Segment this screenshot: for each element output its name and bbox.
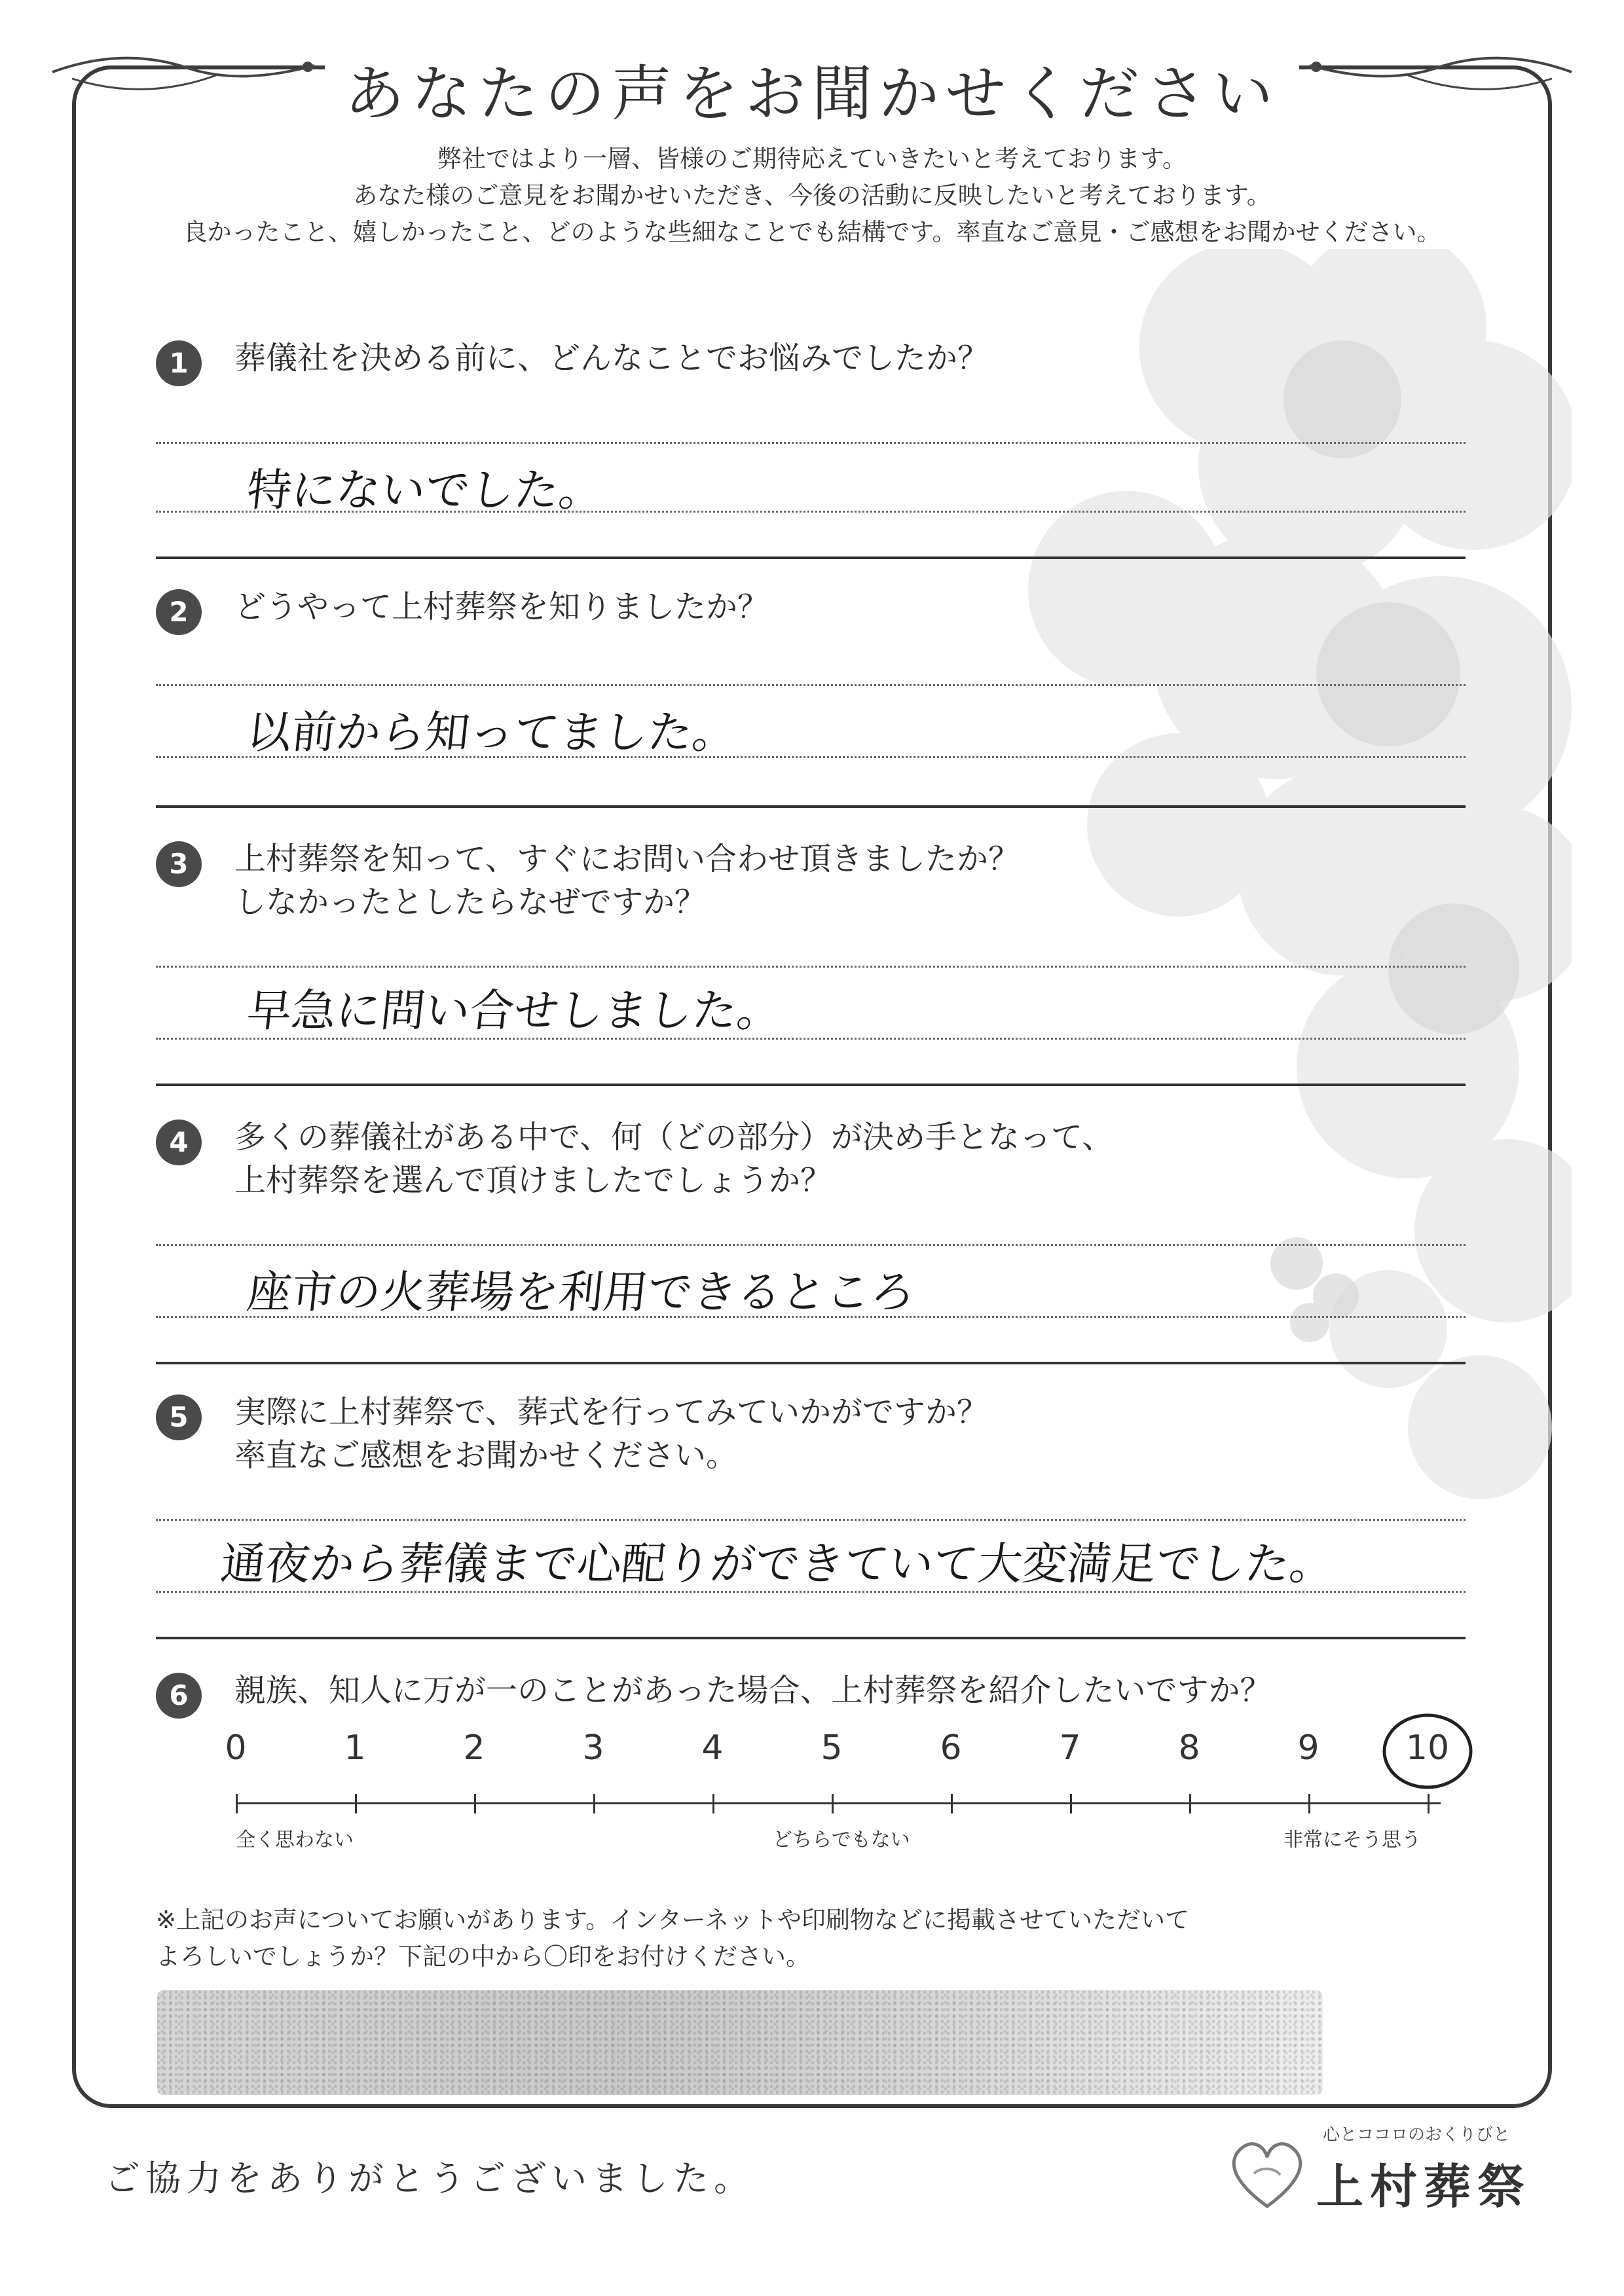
rating-tick — [1189, 1794, 1191, 1813]
question-line: 親族、知人に万が一のことがあった場合、上村葬祭を紹介したいですか？ — [234, 1672, 1272, 1709]
rating-option-6: 6 — [940, 1728, 962, 1768]
question-number-badge: 1 — [156, 340, 202, 386]
question-line: 率直なご感想をお聞かせください。 — [234, 1437, 738, 1474]
heart-logo-icon — [1225, 2134, 1310, 2213]
rating-tick — [355, 1794, 357, 1813]
rating-tick — [712, 1794, 714, 1813]
question-number-badge: 6 — [156, 1673, 202, 1719]
section-divider — [156, 556, 1466, 559]
selected-rating-circle — [1378, 1709, 1477, 1794]
question-number-badge: 4 — [156, 1120, 202, 1165]
question-text — [234, 585, 769, 629]
rating-tick — [951, 1794, 953, 1813]
rating-label-low: 全く思わない — [236, 1829, 354, 1851]
answer-dotted-line — [156, 1244, 1466, 1246]
answer-dotted-line — [156, 684, 1466, 686]
rating-option-9: 9 — [1297, 1728, 1320, 1768]
page-title-text: あなたの声をお聞かせください — [325, 59, 1299, 129]
section-divider — [156, 1084, 1466, 1086]
intro-line-2: あなた様のご意見をお聞かせいただき、今後の活動に反映したいと考えております。 — [353, 181, 1271, 210]
question-number-badge: 2 — [156, 589, 202, 635]
note-line-1: ※上記のお声についてお願いがあります。インターネットや印刷物などに掲載させていただいて — [156, 1906, 1189, 1934]
answer-dotted-line — [156, 1316, 1466, 1318]
question-text — [234, 837, 1020, 924]
page-title — [0, 46, 1624, 132]
rating-option-1: 1 — [344, 1728, 366, 1768]
rating-tick — [474, 1794, 476, 1813]
question-text — [234, 337, 989, 380]
question-line: しなかったとしたらなぜですか？ — [234, 884, 707, 920]
thanks-message: ご協力をありがとうございました。 — [105, 2158, 754, 2199]
question-number-badge: 3 — [156, 841, 202, 887]
intro-text — [0, 141, 1624, 251]
question-line: 上村葬祭を知って、すぐにお問い合わせ頂きましたか？ — [234, 841, 1020, 877]
section-divider — [156, 805, 1466, 808]
rating-tick — [1428, 1794, 1430, 1813]
answer-dotted-line — [156, 1591, 1466, 1593]
intro-line-3: 良かったこと、嬉しかったこと、どのような些細なことでも結構です。率直なご意見・ご感想をお聞かせください。 — [183, 218, 1441, 246]
question-line: 葬儀社を決める前に、どんなことでお悩みでしたか？ — [234, 340, 989, 376]
rating-option-3: 3 — [582, 1728, 604, 1768]
question-text — [234, 1669, 1272, 1712]
question-text — [234, 1391, 988, 1477]
question-line: どうやって上村葬祭を知りましたか？ — [234, 589, 769, 625]
rating-tick — [832, 1794, 834, 1813]
handwritten-answer: 以前から知ってました。 — [244, 707, 740, 759]
company-logo — [1225, 2121, 1539, 2219]
rating-option-0: 0 — [225, 1728, 247, 1768]
answer-dotted-line — [156, 966, 1466, 968]
answer-dotted-line — [156, 1519, 1466, 1521]
rating-label-high: 非常にそう思う — [1283, 1829, 1421, 1851]
intro-line-1: 弊社ではより一層、皆様のご期待応えていきたいと考えております。 — [437, 145, 1187, 173]
question-text — [234, 1116, 1113, 1202]
rating-tick — [593, 1794, 595, 1813]
answer-dotted-line — [156, 511, 1466, 513]
handwritten-answer: 特にないでした。 — [244, 465, 606, 517]
rating-option-8: 8 — [1178, 1728, 1200, 1768]
section-divider — [156, 1362, 1466, 1364]
rating-label-mid: どちらでもない — [773, 1829, 910, 1851]
rating-scale-line — [236, 1802, 1441, 1804]
rating-scale — [225, 1728, 1467, 1859]
question-line: 上村葬祭を選んで頂けましたでしょうか？ — [234, 1162, 832, 1199]
rating-option-5: 5 — [821, 1728, 843, 1768]
rating-tick — [1070, 1794, 1072, 1813]
logo-name: 上村葬祭 — [1316, 2159, 1532, 2214]
rating-tick — [236, 1794, 238, 1813]
question-line: 実際に上村葬祭で、葬式を行ってみていかがですか？ — [234, 1394, 989, 1430]
rating-tick — [1308, 1794, 1310, 1813]
handwritten-answer: 早急に問い合せしました。 — [244, 985, 784, 1037]
rating-option-4: 4 — [701, 1728, 724, 1768]
publication-note — [156, 1902, 1189, 1975]
answer-dotted-line — [156, 756, 1466, 758]
logo-tagline: 心とココロのおくりびと — [1323, 2125, 1511, 2145]
rating-option-7: 7 — [1059, 1728, 1081, 1768]
note-line-2: よろしいでしょうか？下記の中から〇印をお付けください。 — [156, 1942, 810, 1971]
redacted-area — [157, 1990, 1323, 2095]
answer-dotted-line — [156, 442, 1466, 444]
section-divider — [156, 1637, 1466, 1639]
question-line: 多くの葬儀社がある中で、何（どの部分）が決め手となって、 — [234, 1119, 1114, 1156]
rating-option-2: 2 — [463, 1728, 485, 1768]
answer-dotted-line — [156, 1038, 1466, 1040]
question-number-badge: 5 — [156, 1394, 202, 1440]
rating-option-10: 10 — [1405, 1728, 1450, 1768]
handwritten-answer: 通夜から葬儀まで心配りができていて大変満足でした。 — [218, 1539, 1337, 1590]
handwritten-answer: 座市の火葬場を利用できるところ — [244, 1267, 918, 1319]
